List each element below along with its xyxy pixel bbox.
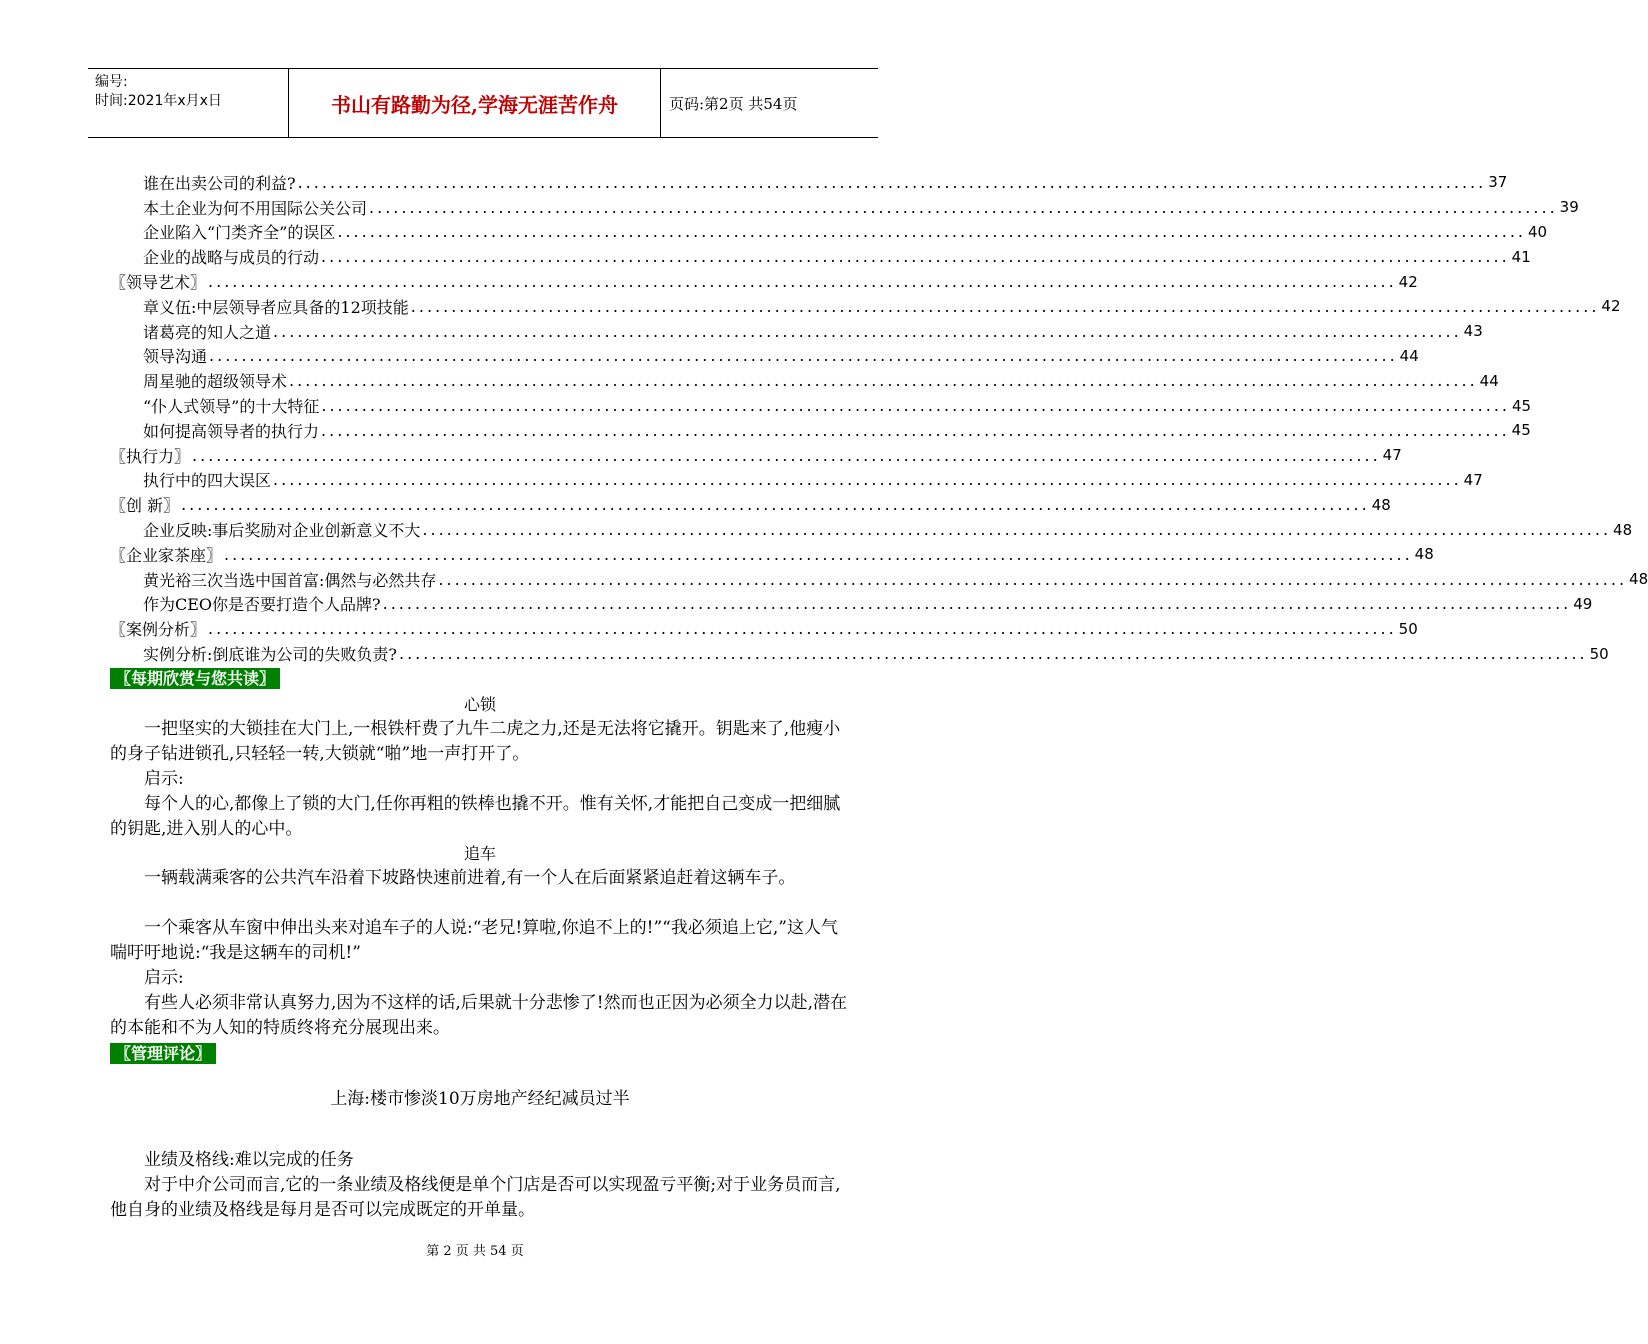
story-paragraph: 有些人必须非常认真努力,因为不这样的话,后果就十分悲惨了!然而也正因为必须全力以赴,潜在的本能和不为人知的特质终将充分展现出来。 (110, 993, 848, 1038)
article-paragraph: 对于中介公司而言,它的一条业绩及格线便是单个门店是否可以实现盈亏平衡;对于业务员而言,他自身的业绩及格线是每月是否可以完成既定的开单量。 (110, 1175, 841, 1220)
toc-entry-title: 执行中的四大误区 (143, 471, 272, 491)
toc-entry-page: 44 (1399, 346, 1419, 365)
time-label: 时间:2021年x月x日 (95, 93, 222, 109)
toc-entry-title: 企业的战略与成员的行动 (143, 248, 320, 268)
toc-entry-title: 谁在出卖公司的利益? (143, 173, 296, 193)
toc-leader-dots: ................................................................................................................................................... (369, 197, 1558, 217)
story-title-chase: 追车 (463, 844, 496, 863)
toc-entry (110, 344, 1419, 369)
toc-entry-title: 作为CEO你是否要打造个人品牌? (143, 595, 381, 615)
toc-entry-title: 〖企业家茶座〗 (110, 545, 223, 565)
toc-entry-page: 48 (1414, 545, 1434, 564)
toc-entry (110, 393, 1532, 418)
toc-leader-dots: ................................................................................................................................................... (273, 321, 1462, 341)
toc-entry (110, 220, 1548, 245)
article-subheading: 业绩及格线:难以完成的任务 (110, 1150, 354, 1170)
story-paragraph: 一把坚实的大锁挂在大门上,一根铁杆费了九牛二虎之力,还是无法将它撬开。钥匙来了,他瘦小的身子钻进锁孔,只轻轻一转,大锁就“啪”地一声打开了。 (110, 719, 841, 764)
toc-entry-page: 45 (1511, 421, 1531, 440)
page-header (88, 68, 878, 138)
story-paragraph: 一辆载满乘客的公共汽车沿着下坡路快速前进着,有一个人在后面紧紧追赶着这辆车子。 (110, 868, 796, 888)
story-hint-label: 启示: (110, 769, 184, 789)
toc-entry (110, 492, 1391, 517)
toc-entry (110, 170, 1508, 195)
toc-entry-title: 企业反映:事后奖励对企业创新意义不大 (143, 521, 421, 541)
toc-entry (110, 269, 1418, 294)
toc-entry (110, 195, 1579, 220)
toc-entry (110, 517, 1633, 542)
toc-entry-title: 如何提高领导者的执行力 (143, 421, 320, 441)
header-page-label: 页码:第2页 共54页 (669, 94, 798, 113)
toc-leader-dots: ................................................................................................................................................... (337, 222, 1527, 242)
story-hint-label: 启示: (110, 968, 184, 988)
toc-leader-dots: ................................................................................................................................................... (209, 346, 1398, 366)
toc-leader-dots: ................................................................................................................................................... (410, 296, 1600, 316)
toc-entry-title: 〖执行力〗 (110, 446, 191, 466)
toc-entry (110, 418, 1531, 443)
toc-leader-dots: ................................................................................................................................................... (321, 396, 1511, 416)
toc-leader-dots: ................................................................................................................................................... (321, 247, 1510, 267)
toc-entry-page: 41 (1511, 247, 1531, 266)
story-paragraph: 一个乘客从车窗中伸出头来对追车子的人说:“老兄!算啦,你追不上的!”“我必须追上它,”这人气喘吁吁地说:“我是这辆车的司机!” (110, 918, 838, 963)
toc-entry-page: 39 (1559, 198, 1579, 217)
toc-leader-dots: ................................................................................................................................................... (181, 495, 1370, 515)
toc-entry-title: 本土企业为何不用国际公关公司 (143, 198, 368, 218)
toc-entry-title: 〖领导艺术〗 (110, 273, 207, 293)
toc-leader-dots: ................................................................................................................................................... (289, 371, 1478, 391)
header-motto: 书山有路勤为径,学海无涯苦作舟 (288, 69, 661, 137)
toc-entry (110, 468, 1483, 493)
toc-entry-title: 领导沟通 (143, 347, 208, 367)
toc-entry-page: 50 (1589, 644, 1609, 663)
toc-entry-title: 实例分析:倒底谁为公司的失败负责? (143, 645, 397, 665)
story-paragraph: 每个人的心,都像上了锁的大门,任你再粗的铁棒也撬不开。惟有关怀,才能把自己变成一把细腻的钥匙,进入别人的心中。 (110, 794, 841, 839)
toc-entry-page: 40 (1528, 222, 1548, 241)
toc-leader-dots: ................................................................................................................................................... (321, 420, 1510, 440)
toc-entry-page: 37 (1488, 173, 1508, 192)
toc-leader-dots: ................................................................................................................................................... (398, 644, 1588, 664)
article-title: 上海:楼市惨淡10万房地产经纪减员过半 (330, 1089, 630, 1109)
toc-entry (110, 244, 1531, 269)
toc-entry-page: 47 (1382, 446, 1402, 465)
table-of-contents (110, 170, 1648, 666)
toc-leader-dots: ................................................................................................................................................... (192, 445, 1381, 465)
toc-entry-page: 48 (1629, 570, 1648, 589)
toc-entry-title: 章义伍:中层领导者应具备的12项技能 (143, 297, 409, 317)
toc-entry-page: 50 (1398, 619, 1418, 638)
number-label: 编号: (95, 74, 128, 90)
toc-leader-dots: ................................................................................................................................................... (208, 619, 1397, 639)
toc-entry (110, 567, 1648, 592)
toc-entry (110, 368, 1499, 393)
toc-entry-page: 47 (1463, 470, 1483, 489)
toc-entry-page: 42 (1398, 272, 1418, 291)
header-meta (88, 69, 288, 137)
toc-entry-title: 〖案例分析〗 (110, 620, 207, 640)
toc-entry-title: “仆人式领导”的十大特征 (143, 397, 320, 417)
toc-entry-title: 〖创 新〗 (110, 496, 180, 516)
toc-leader-dots: ................................................................................................................................................... (438, 569, 1628, 589)
toc-entry-page: 42 (1601, 297, 1621, 316)
toc-leader-dots: ................................................................................................................................................... (273, 470, 1462, 490)
toc-entry (110, 542, 1434, 567)
toc-entry-page: 48 (1371, 495, 1391, 514)
toc-entry (110, 641, 1609, 666)
toc-entry-page: 48 (1613, 520, 1633, 539)
toc-entry-page: 44 (1479, 371, 1499, 390)
toc-entry-page: 49 (1573, 594, 1593, 613)
toc-entry (110, 443, 1402, 468)
toc-entry-page: 45 (1512, 396, 1532, 415)
toc-entry-title: 周星驰的超级领导术 (143, 372, 288, 392)
section-heading-reading: 〖每期欣赏与您共读〗 (110, 668, 280, 689)
toc-entry (110, 319, 1483, 344)
toc-leader-dots: ................................................................................................................................................... (297, 172, 1487, 192)
toc-leader-dots: ................................................................................................................................................... (208, 272, 1397, 292)
section-heading-review: 〖管理评论〗 (110, 1043, 216, 1064)
toc-entry-title: 企业陷入“门类齐全”的误区 (143, 223, 336, 243)
toc-entry-title: 黄光裕三次当选中国首富:偶然与必然共存 (143, 570, 437, 590)
toc-entry (110, 616, 1418, 641)
story-title-lock: 心锁 (463, 695, 496, 714)
toc-leader-dots: ................................................................................................................................................... (382, 594, 1572, 614)
toc-leader-dots: ................................................................................................................................................... (224, 544, 1413, 564)
toc-entry (110, 294, 1621, 319)
toc-leader-dots: ................................................................................................................................................... (422, 520, 1612, 540)
toc-entry-page: 43 (1463, 322, 1483, 341)
page-footer: 第 2 页 共 54 页 (426, 1244, 524, 1259)
toc-entry-title: 诸葛亮的知人之道 (143, 322, 272, 342)
toc-entry (110, 592, 1593, 617)
